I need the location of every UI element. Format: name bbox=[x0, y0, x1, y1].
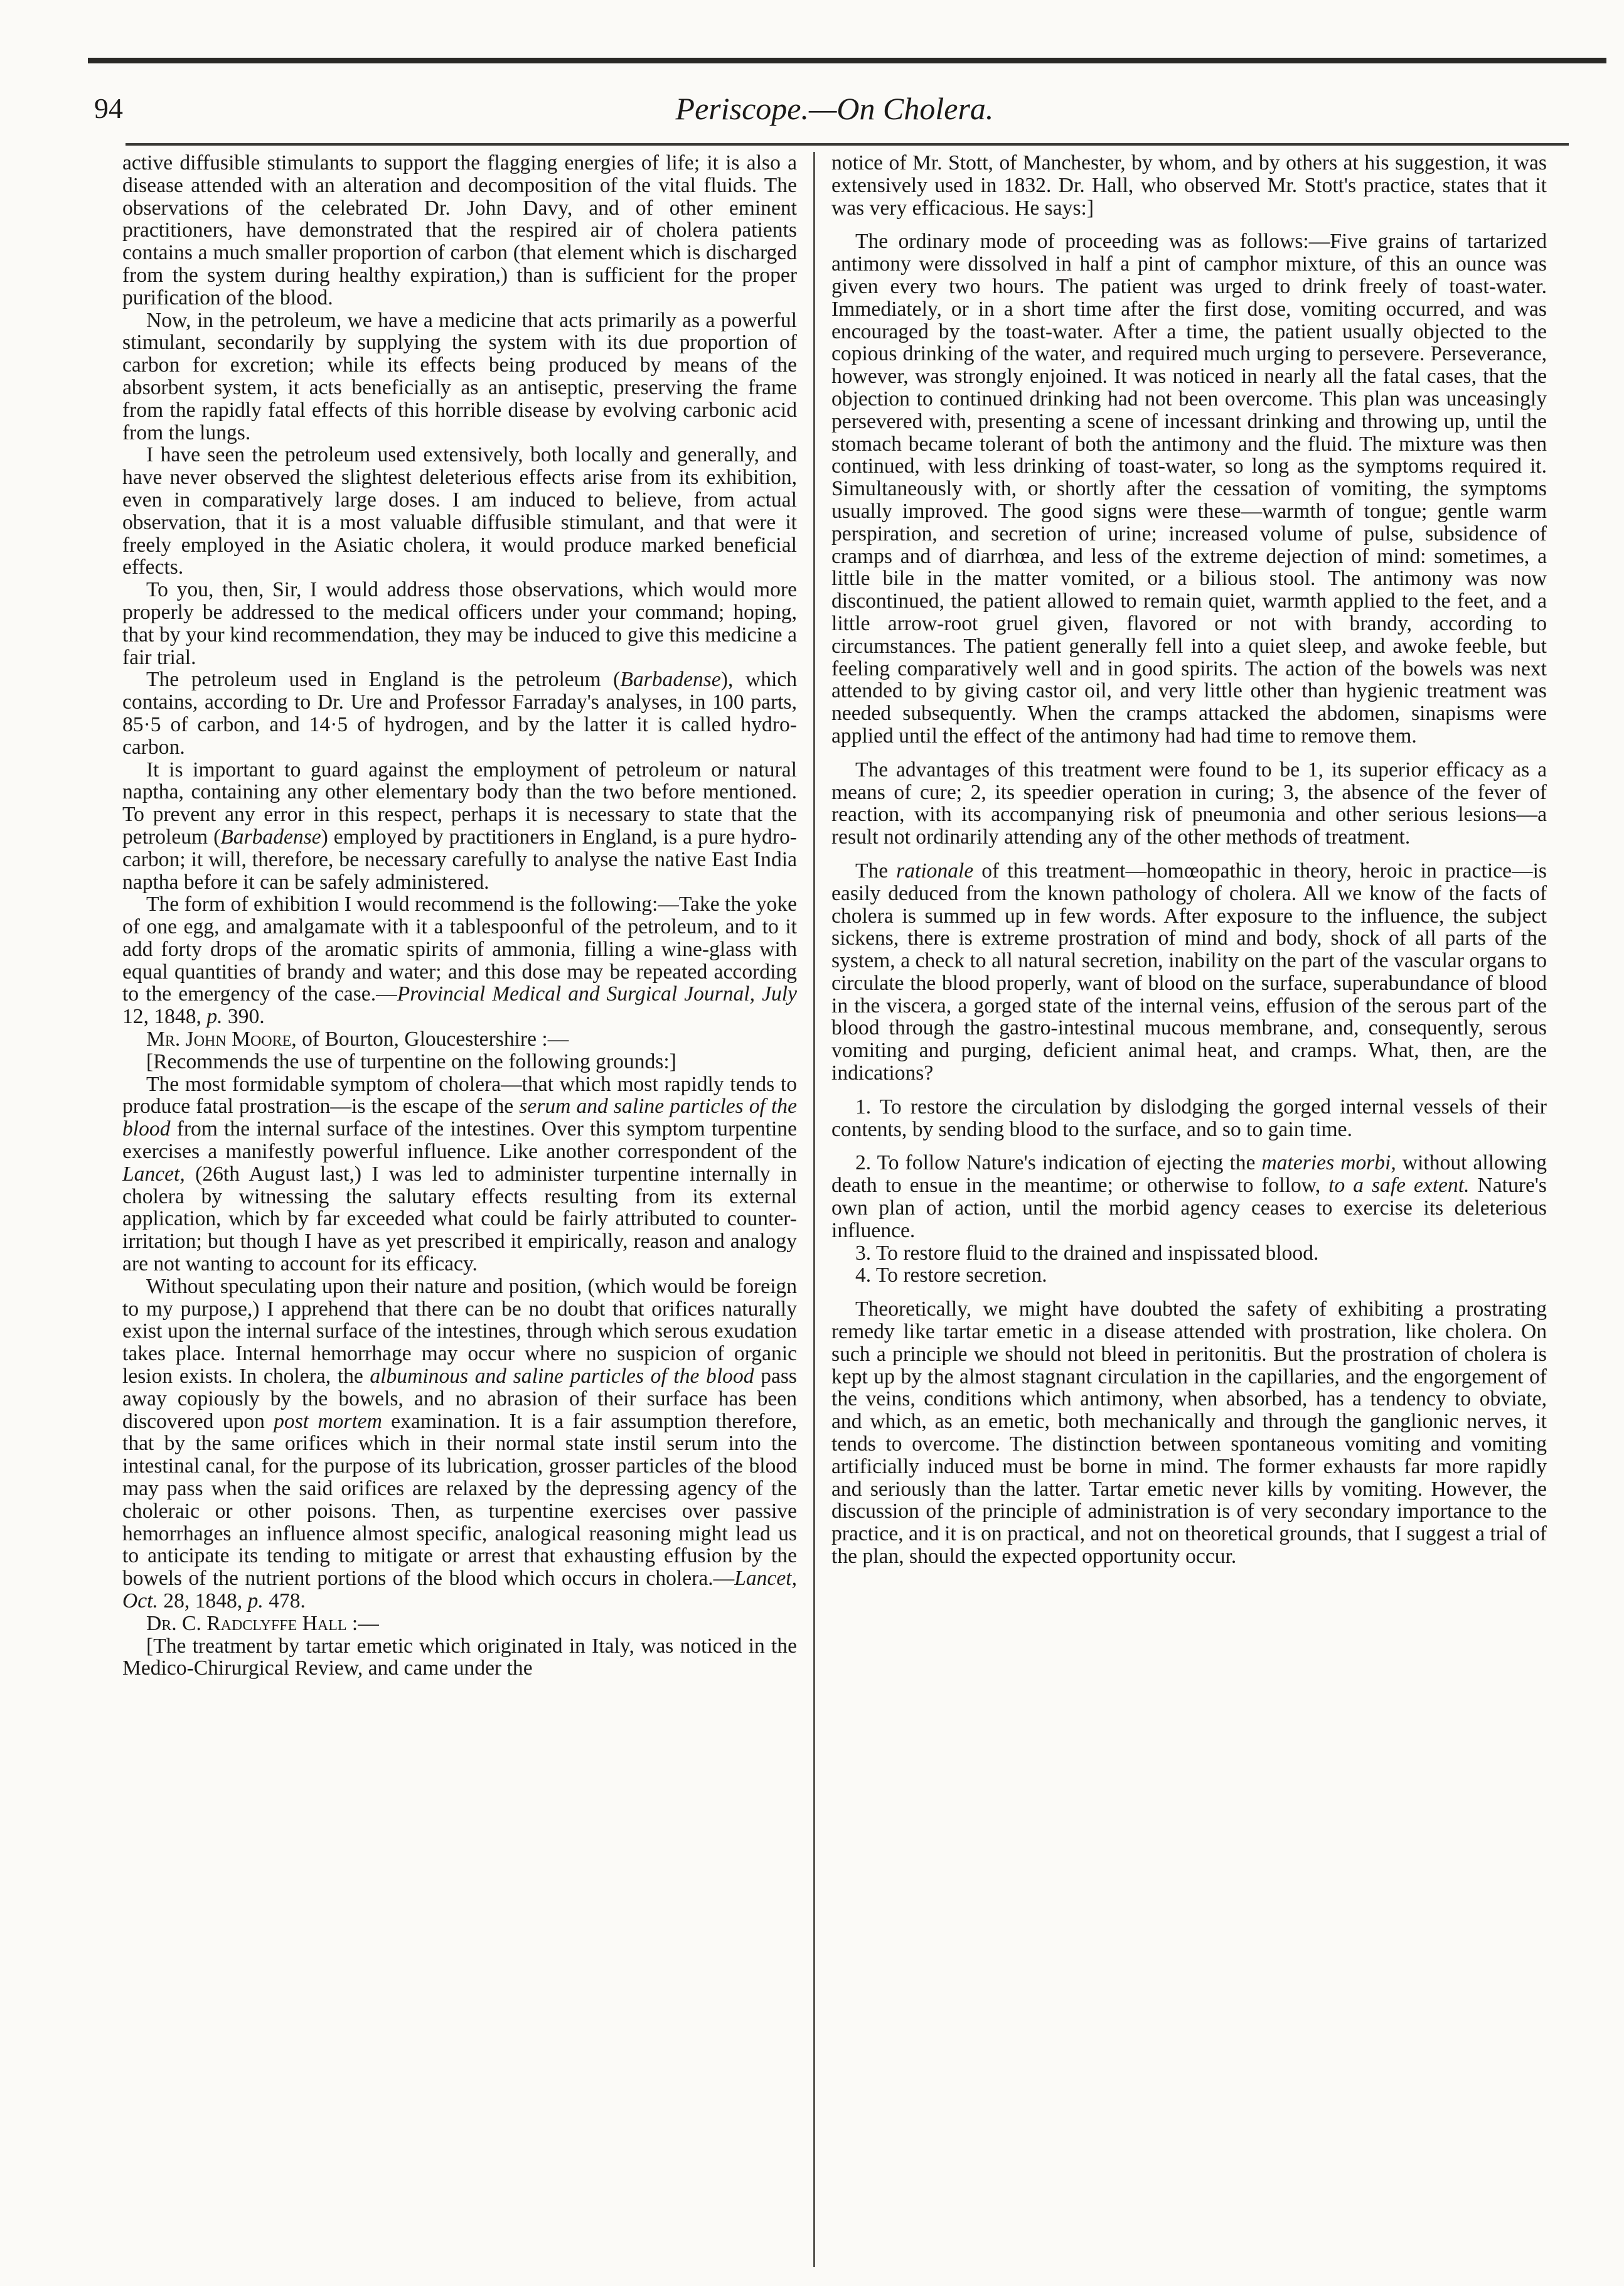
text-run: The bbox=[855, 859, 897, 883]
text-run: of this treatment—homœopathic in theory, heroic in practice—is easily deduced from the known pathology of cholera. All we know of the facts of cholera is summed up in few words. After exposure to the influence, the subject sickens, there is extreme prostration of mind and body, shock of all parts of the system, a check to all natural secretion, inability on the part of the vascular organs to circulate the blood properly, want of blood on the surface, superabundance of blood in the viscera, a gorged state of the internal veins, effusion of the serous part of the blood through the gastro-intestinal mucous membrane, and, consequently, serous vomiting and purging, deficient animal heat, and cramps. What, then, are the indications? bbox=[831, 859, 1547, 1085]
paragraph: Now, in the petroleum, we have a medicine that acts primarily as a powerful stimulant, secondarily by supplying the system with its due proportion of carbon for excretion; while its effects being produced by means of the absorbent system, it acts beneficially as an antiseptic, preserving the frame from the rapidly fatal effects of this horrible disease by evolving carbonic acid from the lungs. bbox=[122, 308, 797, 444]
paragraph bbox=[122, 1275, 797, 1613]
paragraph: Theoretically, we might have doubted the safety of exhibiting a prostrating remedy like tartar emetic in a disease attended with prostration, like cholera. On such a principle we should not bleed in peritonitis. But the prostration of cholera is kept up by the almost stagnant circulation in the capillaries, and the engorgement of the veins, conditions which antimony, when absorbed, has a tendency to obviate, and which, as an emetic, both mechanically and through the ganglionic nerves, it tends to overcome. The distinction between spontaneous vomiting and vomiting artificially induced must be borne in mind. The former exhausts far more rapidly and seriously than the latter. Tartar emetic never kills by vomiting. However, the discussion of the principle of administration is of very secondary importance to the practice, and it is on practical, and not on theoretical grounds, that I suggest a trial of the plan, should the expected opportunity occur. bbox=[831, 1297, 1547, 1569]
right-column bbox=[831, 152, 1547, 2267]
italic-run: p. bbox=[247, 1589, 264, 1613]
italic-run: Barbadense bbox=[620, 668, 721, 692]
text-run: ), which contains, according to Dr. Ure and Professor Farraday's analyses, in 100 parts, 85·5 of carbon, and 14·5 of hydrogen, and by the latter it is called hydro-carbon. bbox=[122, 668, 797, 759]
editorial-note: [The treatment by tartar emetic which originated in Italy, was noticed in the Medico-Chirurgical Review, and came under the bbox=[122, 1634, 797, 1680]
paragraph bbox=[122, 1073, 797, 1275]
indication-item bbox=[831, 1152, 1547, 1242]
editorial-note: [Recommends the use of turpentine on the following grounds:] bbox=[146, 1049, 676, 1073]
section-heading-moore bbox=[122, 1028, 797, 1051]
text-run: The most formidable symptom of cholera—that which most rapidly tends to produce fatal prostration—is the escape of the bbox=[122, 1072, 797, 1119]
paragraph: The ordinary mode of proceeding was as follows:—Five grains of tartarized antimony were dissolved in half a pint of camphor mixture, of this an ounce was given every two hours. The patient was urged to drink freely of toast-water. Immediately, or in a short time after the first dose, vomiting occurred, and was encouraged by the toast-water. After a time, the patient usually objected to the copious drinking of the water, and required much urging to persevere. Perseverance, however, was strongly enjoined. It was noticed in nearly all the fatal cases, that the objection to continued drinking had not been overcome. This plan was unceasingly persevered with, presenting a scene of incessant drinking and throwing up, until the stomach became tolerant of both the antimony and the fluid. The mixture was then continued, with less drinking of toast-water, so long as the symptoms required it. Simultaneously with, or shortly after the cessation of vomiting, the symptoms usually improved. The good signs were these—warmth of tongue; gentle warm perspiration, and secretion of urine; increased volume of pulse, subsidence of cramps and of diarrhœa, and less of the extreme dejection of mind: sometimes, a little bile in the matter vomited, or a bilious stool. The antimony was now discontinued, the patient allowed to remain quiet, warmth applied to the feet, and a little arrow-root gruel given, flavored or not with brandy, according to circumstances. The patient generally fell into a quiet sleep, and awoke feeble, but feeling comparatively well and in good spirits. The action of the bowels was next attended to by giving castor oil, and very little other than hygienic treatment was needed subsequently. When the cramps attacked the abdomen, sinapisms were applied until the effect of the antimony had had time to remove them. bbox=[831, 230, 1547, 748]
indication-item: 1. To restore the circulation by dislodging the gorged internal vessels of their contents, by sending blood to the surface, and so to gain time. bbox=[831, 1095, 1547, 1141]
paragraph bbox=[831, 860, 1547, 1085]
italic-run: materies morbi, bbox=[1261, 1151, 1396, 1175]
paragraph: To you, then, Sir, I would address those observations, which would more properly be addressed to the medical officers under your command; hoping, that by your kind recommendation, they may be induced to give this medicine a fair trial. bbox=[122, 578, 797, 669]
text-run: The petroleum used in England is the petroleum ( bbox=[146, 668, 621, 692]
italic-run: albuminous and saline particles of the blood bbox=[370, 1365, 754, 1388]
text-run: 28, 1848, bbox=[158, 1589, 248, 1613]
paragraph: I have seen the petroleum used extensively, both locally and generally, and have never observed the slightest deleterious effects arise from its exhibition, even in comparatively large doses. I am induced to believe, from actual observation, that it is a most valuable diffusible stimulant, and that were it freely employed in the Asiatic cholera, it would produce marked beneficial effects. bbox=[122, 443, 797, 579]
italic-run: rationale bbox=[896, 859, 974, 883]
text-run: It is important to guard against the employment of petroleum or natural naptha, containing any other elementary body than the two before mentioned. To prevent any error in this respect, perhaps it is necessary to state that the petroleum ( bbox=[122, 758, 797, 849]
text-run: The form of exhibition I would recommend is the following:—Take the yoke of one egg, and amalgamate with it a tablespoonful of the petroleum, and to it add forty drops of the aromatic spirits of ammonia, filling a wine-glass with equal quantities of brandy and water; and this dose may be repeated according to the emergency of the case.— bbox=[122, 893, 797, 1006]
top-rule bbox=[88, 58, 1606, 63]
editorial-note: notice of Mr. Stott, of Manchester, by whom, and by others at his suggestion, it was extensively used in 1832. Dr. Hall, who observed Mr. Stott's practice, states that it was very efficacious. He says:] bbox=[831, 152, 1547, 220]
text-run: 478. bbox=[263, 1589, 306, 1613]
italic-run: serum and saline particles of the blood bbox=[122, 1095, 797, 1141]
citation: Lancet, Oct. bbox=[122, 1567, 797, 1613]
section-heading-hall: Dr. C. Radclyffe Hall :— bbox=[146, 1611, 379, 1635]
header-rule bbox=[126, 143, 1569, 146]
text-run: Nature's own plan of action, until the morbid agency ceases to exercise its deleterious influence. bbox=[831, 1174, 1547, 1242]
italic-run: p. bbox=[206, 1005, 223, 1029]
italic-run: Lancet, bbox=[122, 1162, 185, 1186]
text-run: ) employed by practitioners in England, is a pure hydro-carbon; it will, therefore, be necessary carefully to analyse the native East India naptha before it can be safely administered. bbox=[122, 825, 797, 894]
text-run: examination. It is a fair assumption therefore, that by the same orifices which in their normal state instil serum into the intestinal canal, for the purpose of its lubrication, grosser particles of the blood may pass when the said orifices are relaxed by the depressing agency of the choleraic or other poisons. Then, as turpentine exercises over passive hemorrhages an influence almost specific, analogical reasoning might lead us to anticipate its tending to mitigate or arrest that exhausting effusion by the bowels of the nutrient portions of the blood which occurs in cholera.— bbox=[122, 1409, 797, 1591]
page-number: 94 bbox=[94, 92, 123, 124]
italic-run: post mortem bbox=[274, 1409, 382, 1433]
left-column bbox=[122, 152, 797, 2267]
author-name: Mr. John Moore, bbox=[146, 1028, 297, 1051]
column-divider bbox=[813, 152, 815, 2267]
text-run: 2. To follow Nature's indication of ejecting the bbox=[855, 1151, 1262, 1175]
text-run: without allowing death to ensue in the meantime; or otherwise to follow, bbox=[831, 1151, 1547, 1198]
text-run: from the internal surface of the intestines. Over this symptom turpentine exercises a manifestly powerful influence. Like another correspondent of the bbox=[122, 1117, 797, 1164]
text-run: 12, 1848, bbox=[122, 1005, 207, 1029]
paragraph bbox=[122, 893, 797, 1028]
author-location: of Bourton, Gloucestershire :— bbox=[296, 1028, 569, 1051]
paragraph bbox=[122, 759, 797, 894]
running-title: Periscope.—On Cholera. bbox=[675, 91, 994, 126]
indication-item: 3. To restore fluid to the drained and inspissated blood. bbox=[855, 1241, 1319, 1265]
citation: Provincial Medical and Surgical Journal, July bbox=[397, 982, 797, 1006]
text-run: Without speculating upon their nature and position, (which would be foreign to my purpose,) I apprehend that there can be no doubt that orifices naturally exist upon the internal surface of the intestines, through which serous exudation takes place. Internal hemorrhage may occur where no suspicion of organic lesion exists. In cholera, the bbox=[122, 1274, 797, 1388]
paragraph bbox=[122, 668, 797, 758]
text-run: (26th August last,) I was led to administer turpentine internally in cholera by witnessing the salutary effects resulting from its external application, which by far exceeded what could be fairly attributed to counter-irritation; but though I have as yet prescribed it empirically, reason and analogy are not wanting to account for its efficacy. bbox=[122, 1162, 797, 1276]
page-header bbox=[94, 87, 1575, 131]
text-run: pass away copiously by the bowels, and no abrasion of their surface has been discovered upon bbox=[122, 1365, 797, 1433]
text-run: 390. bbox=[222, 1005, 265, 1029]
paragraph: active diffusible stimulants to support the flagging energies of life; it is also a disease attended with an alteration and decomposition of the vital fluids. The observations of the celebrated Dr. John Davy, and of other eminent practitioners, have demonstrated that the respired air of cholera patients contains a much smaller proportion of carbon (that element which is discharged from the system during healthy expiration,) than is sufficient for the proper purification of the blood. bbox=[122, 152, 797, 309]
italic-run: to a safe extent. bbox=[1328, 1174, 1470, 1198]
paragraph: The advantages of this treatment were found to be 1, its superior efficacy as a means of cure; 2, its speedier operation in curing; 3, the absence of the fever of reaction, with its accompanying risk of pneumonia and other serious lesions—a result not ordinarily attending any of the other methods of treatment. bbox=[831, 758, 1547, 849]
italic-run: Barbadense bbox=[220, 825, 321, 849]
indication-item: 4. To restore secretion. bbox=[855, 1264, 1047, 1287]
